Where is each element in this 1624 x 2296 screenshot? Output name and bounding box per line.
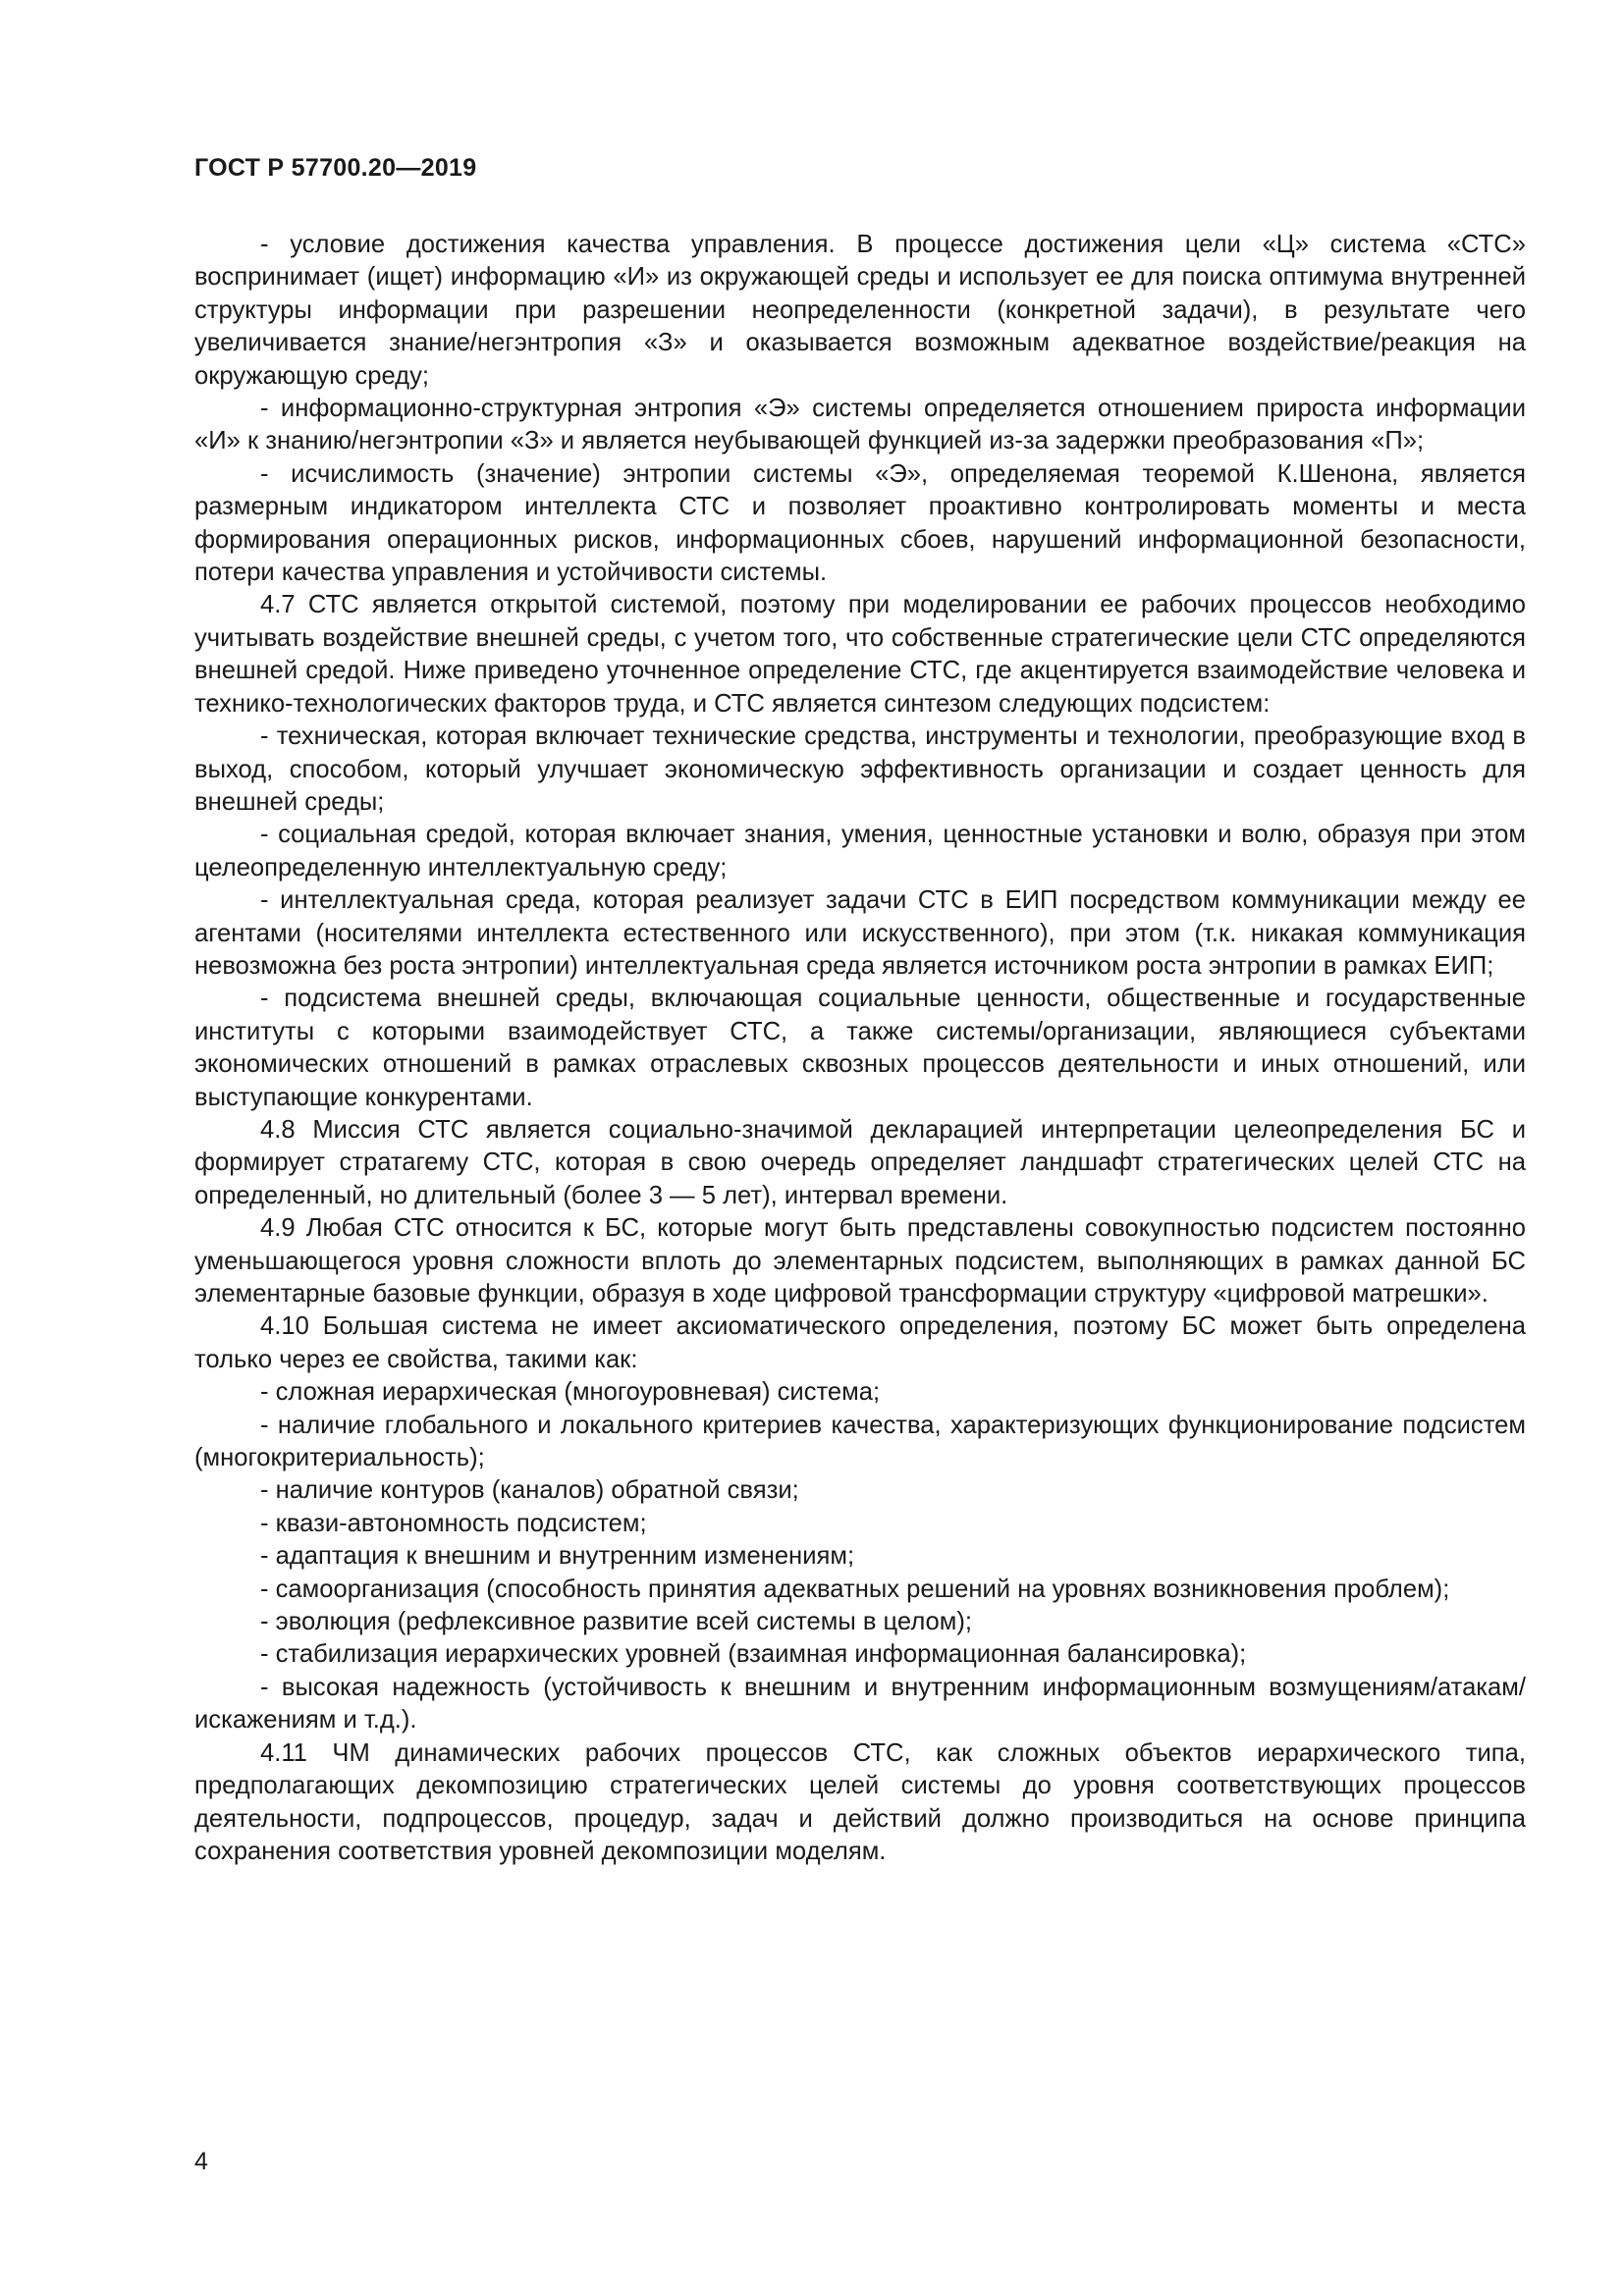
list-item: - эволюция (рефлексивное развитие всей системы в целом); — [260, 1608, 972, 1636]
paragraph: - исчислимость (значение) энтропии системы «Э», определяемая теоремой К.Шенона, является размерным индикатором интеллекта СТС и позволяет проактивно контролировать моменты и места формирования операционных рисков, информационных сбоев, нарушений информационной безопасности, потери качества управления и устойчивости системы. — [194, 459, 1526, 587]
paragraph: - социальная средой, которая включает знания, умения, ценностные установки и волю, образуя при этом целеопределенную интеллектуальную среду; — [194, 821, 1526, 881]
list-item: - самоорганизация (способность принятия адекватных решений на уровнях возникновения проблем); — [260, 1575, 1450, 1603]
list-item: - квази-автономность подсистем; — [260, 1509, 647, 1537]
standard-header: ГОСТ Р 57700.20—2019 — [194, 154, 477, 182]
paragraph: - интеллектуальная среда, которая реализует задачи СТС в ЕИП посредством коммуникации между ее агентами (носителями интеллекта естественного или искусственного), при этом (т.к. никакая коммуникация невозможна без роста энтропии) интеллектуальная среда является источником роста энтропии в рамках ЕИП; — [194, 886, 1526, 980]
paragraph: - подсистема внешней среды, включающая социальные ценности, общественные и государственные институты с которыми взаимодействует СТС, а также системы/организации, являющиеся субъектами экономических отношений в рамках отраслевых сквозных процессов деятельности и иных отношений, или выступающие конкурентами. — [194, 985, 1526, 1111]
document-body — [194, 229, 1526, 1868]
paragraph: - условие достижения качества управления. В процессе достижения цели «Ц» система «СТС» воспринимает (ищет) информацию «И» из окружающей среды и использует ее для поиска оптимума внутренней структуры информации при разрешении неопределенности (конкретной задачи), в результате чего увеличивается знание/негэнтропия «З» и оказывается возможным адекватное воздействие/реакция на окружающую среду; — [194, 231, 1526, 390]
list-item: - наличие глобального и локального критериев качества, характеризующих функционирование подсистем (многокритериальность); — [194, 1411, 1526, 1472]
section-4-9: 4.9 Любая СТС относится к БС, которые могут быть представлены совокупностью подсистем постоянно уменьшающегося уровня сложности вплоть до элементарных подсистем, выполняющих в рамках данной БС элементарные базовые функции, образуя в ходе цифровой трансформации структуру «цифровой матрешки». — [194, 1214, 1526, 1308]
paragraph: - информационно-структурная энтропия «Э» системы определяется отношением прироста информации «И» к знанию/негэнтропии «З» и является неубывающей функцией из-за задержки преобразования «П»; — [194, 395, 1526, 455]
list-item: - высокая надежность (устойчивость к внешним и внутренним информационным возмущениям/атакам/искажениям и т.д.). — [194, 1673, 1526, 1735]
section-4-10: 4.10 Большая система не имеет аксиоматического определения, поэтому БС может быть определена только через ее свойства, такими как: — [194, 1312, 1526, 1373]
list-item: - наличие контуров (каналов) обратной связи; — [260, 1476, 799, 1505]
section-4-7: 4.7 СТС является открытой системой, поэтому при моделировании ее рабочих процессов необходимо учитывать воздействие внешней среды, с учетом того, что собственные стратегические цели СТС определяются внешней средой. Ниже приведено уточненное определение СТС, где акцентируется взаимодействие человека и технико-технологических факторов труда, и СТС является синтезом следующих подсистем: — [194, 591, 1526, 718]
list-item: - сложная иерархическая (многоуровневая) система; — [260, 1378, 881, 1407]
section-4-11: 4.11 ЧМ динамических рабочих процессов СТС, как сложных объектов иерархического типа, предполагающих декомпозицию стратегических целей системы до уровня соответствующих процессов деятельности, подпроцессов, процедур, задач и действий должно производиться на основе принципа сохранения соответствия уровней декомпозиции моделям. — [194, 1738, 1526, 1865]
page-number: 4 — [194, 2148, 208, 2175]
paragraph: - техническая, которая включает технические средства, инструменты и технологии, преобразующие вход в выход, способом, который улучшает экономическую эффективность организации и создает ценность для внешней среды; — [194, 722, 1526, 816]
list-item: - стабилизация иерархических уровней (взаимная информационная балансировка); — [260, 1640, 1247, 1669]
section-4-8: 4.8 Миссия СТС является социально-значимой декларацией интерпретации целеопределения БС и формирует стратагему СТС, которая в свою очередь определяет ландшафт стратегических целей СТС на определенный, но длительный (более 3 — 5 лет), интервал времени. — [194, 1115, 1526, 1209]
list-item: - адаптация к внешним и внутренним изменениям; — [260, 1542, 855, 1571]
